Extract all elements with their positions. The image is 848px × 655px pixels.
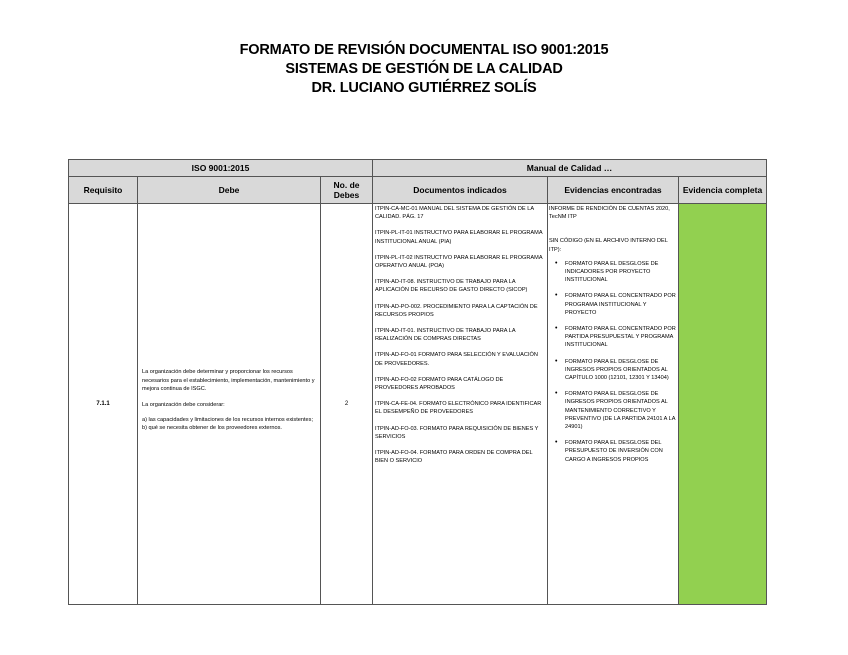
title-line-3: DR. LUCIANO GUTIÉRREZ SOLÍS [311, 80, 537, 96]
debe-paragraph: a) las capacidades y limitaciones de los recursos internos existentes; b) qué se necesita obtener de los proveedores externos. [142, 416, 314, 432]
document-title [0, 41, 848, 98]
document-entry: ITPIN-AD-PO-002. PROCEDIMIENTO PARA LA CAPTACIÓN DE RECURSOS PROPIOS [375, 303, 538, 318]
debe-cell [138, 204, 321, 605]
evidence-intro: SIN CÓDIGO (EN EL ARCHIVO INTERNO DEL ITP): [549, 238, 668, 253]
column-header-debe: Debe [138, 177, 321, 204]
evidence-intro: INFORME DE RENDICIÓN DE CUENTAS 2020, TecNM ITP [549, 206, 670, 221]
document-entry: ITPIN-AD-FO-01 FORMATO PARA SELECCIÓN Y EVALUACIÓN DE PROVEEDORES. [375, 352, 538, 367]
no-debes-cell: 2 [321, 204, 373, 605]
column-header-evidencias: Evidencias encontradas [548, 177, 679, 204]
document-entry: ITPIN-CA-MC-01 MANUAL DEL SISTEMA DE GESTIÓN DE LA CALIDAD. PÁG. 17 [375, 206, 534, 221]
evidence-item: • FORMATO PARA EL CONCENTRADO POR PROGRAMA INSTITUCIONAL Y PROYECTO [565, 292, 677, 317]
document-entry: ITPIN-AD-IT-01. INSTRUCTIVO DE TRABAJO PARA LA REALIZACIÓN DE COMPRAS DIRECTAS [375, 328, 516, 343]
evidencias-cell [548, 204, 679, 605]
evidence-list [549, 260, 677, 464]
group-header-iso: ISO 9001:2015 [69, 160, 373, 177]
document-entry: ITPIN-AD-FO-04. FORMATO PARA ORDEN DE COMPRA DEL BIEN O SERVICIO [375, 450, 533, 465]
column-header-no-debes: No. de Debes [321, 177, 373, 204]
document-entry: ITPIN-PL-IT-01 INSTRUCTIVO PARA ELABORAR EL PROGRAMA INSTITUCIONAL ANUAL (PIA) [375, 230, 543, 245]
title-line-1: FORMATO DE REVISIÓN DOCUMENTAL ISO 9001:2015 [239, 42, 609, 58]
evidence-item: • FORMATO PARA EL CONCENTRADO POR PARTIDA PRESUPUESTAL Y PROGRAMA INSTITUCIONAL [565, 325, 677, 350]
column-header-requisito: Requisito [69, 177, 138, 204]
title-line-2: SISTEMAS DE GESTIÓN DE LA CALIDAD [285, 61, 563, 77]
review-table [68, 159, 767, 605]
column-header-documentos: Documentos indicados [373, 177, 548, 204]
group-header-manual: Manual de Calidad … [373, 160, 767, 177]
document-entry: ITPIN-AD-FO-03. FORMATO PARA REQUISICIÓN DE BIENES Y SERVICIOS [375, 425, 539, 440]
evidence-item: • FORMATO PARA EL DESGLOSE DEL PRESUPUESTO DE INVERSIÓN CON CARGO A INGRESOS PROPIOS [565, 439, 677, 464]
document-entry: ITPIN-PL-IT-02 INSTRUCTIVO PARA ELABORAR EL PROGRAMA OPERATIVO ANUAL (POA) [375, 254, 543, 270]
documentos-cell [373, 204, 548, 605]
requisito-cell: 7.1.1 [69, 204, 138, 605]
document-entry: ITPIN-CA-FE-04. FORMATO ELECTRÓNICO PARA IDENTIFICAR EL DESEMPEÑO DE PROVEEDORES [375, 401, 542, 416]
debe-paragraph: La organización debe considerar: [142, 401, 225, 408]
table-row [69, 204, 767, 605]
debe-paragraph: La organización debe determinar y proporcionar los recursos necesarios para el establecimiento, implementación, mantenimiento y mejora continua de ISGC. [142, 369, 315, 393]
evidence-item: • FORMATO PARA EL DESGLOSE DE INGRESOS PROPIOS ORIENTADOS AL MANTENIMIENTO CORRECTIVO Y PREVENTIVO (DE LA PARTIDA 24101 A LA 24901) [565, 390, 677, 431]
column-header-evidencia-completa: Evidencia completa [679, 177, 767, 204]
document-entry: ITPIN-AD-FO-02 FORMATO PARA CATÁLOGO DE PROVEEDORES APROBADOS [375, 376, 504, 392]
evidence-item: • FORMATO PARA EL DESGLOSE DE INDICADORES POR PROYECTO INSTITUCIONAL [565, 260, 677, 285]
evidencia-completa-cell [679, 204, 767, 605]
document-entry: ITPIN-AD-IT-08. INSTRUCTIVO DE TRABAJO PARA LA APLICACIÓN DE RECURSO DE GASTO DIRECTO (SICOP) [375, 279, 528, 294]
evidence-item: • FORMATO PARA EL DESGLOSE DE INGRESOS PROPIOS ORIENTADOS AL CAPÍTULO 1000 (12101, 12301 Y 13404) [565, 358, 677, 383]
